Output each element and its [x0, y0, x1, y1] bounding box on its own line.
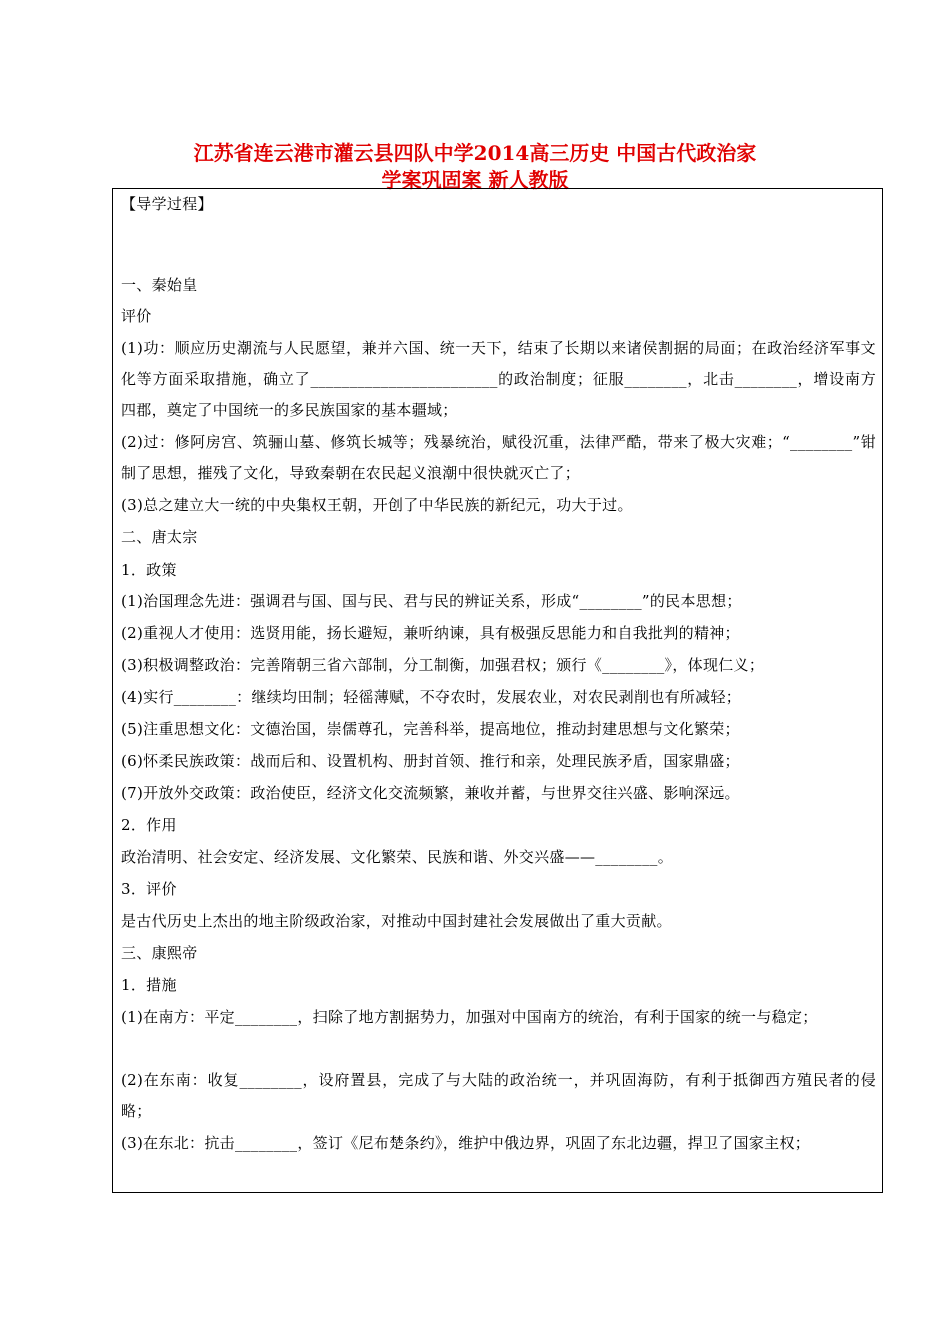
section-2-item: (2)重视人才使用：选贤用能，扬长避短，兼听纳谏，具有极强反思能力和自我批判的精神；	[121, 624, 740, 642]
document-title-line2: 学案巩固案 新人教版	[381, 168, 569, 192]
section-2-item: (1)治国理念先进：强调君与国、国与民、君与民的辨证关系，形成“________”的民本思想；	[121, 592, 742, 610]
section-2-item: (5)注重思想文化：文德治国，崇儒尊孔，完善科举，提高地位，推动封建思想与文化繁荣；	[121, 720, 740, 738]
section-2-heading-eval: 3．评价	[121, 880, 177, 898]
section-1-eval-label: 评价	[121, 307, 152, 325]
section-2-title: 二、唐太宗	[121, 528, 198, 546]
section-1-merit: (1)功：顺应历史潮流与人民愿望，兼并六国、统一天下，结束了长期以来诸侯割据的局面；在政治经济军事文化等方面采取措施，确立了________________________的政治制度；征服________，北击________，增设南方四郡，奠定了中国统一的多民族国家的基本疆域；	[121, 339, 876, 419]
section-2-eval: 是古代历史上杰出的地主阶级政治家，对推动中国封建社会发展做出了重大贡献。	[121, 912, 672, 930]
document-title-line1: 江苏省连云港市灌云县四队中学2014高三历史 中国古代政治家	[193, 141, 757, 165]
section-2-item: (7)开放外交政策：政治使臣，经济文化交流频繁，兼收并蓄，与世界交往兴盛、影响深远。	[121, 784, 740, 802]
section-1-title: 一、秦始皇	[121, 276, 198, 294]
section-2-heading-policy: 1．政策	[121, 561, 177, 579]
section-2-effect: 政治清明、社会安定、经济发展、文化繁荣、民族和谐、外交兴盛——________。	[121, 848, 674, 866]
section-2-item: (6)怀柔民族政策：战而后和、设置机构、册封首领、推行和亲，处理民族矛盾，国家鼎盛；	[121, 752, 740, 770]
section-2-item: (3)积极调整政治：完善隋朝三省六部制，分工制衡，加强君权；颁行《________》，体现仁义；	[121, 656, 765, 674]
section-header: 【导学过程】	[121, 195, 213, 213]
content-box	[112, 188, 883, 1193]
section-2-item: (4)实行________：继续均田制；轻徭薄赋，不夺农时，发展农业，对农民剥削也有所减轻；	[121, 688, 742, 706]
section-3-item: (3)在东北：抗击________，签订《尼布楚条约》，维护中俄边界，巩固了东北边疆，捍卫了国家主权；	[121, 1134, 811, 1152]
section-3-title: 三、康熙帝	[121, 944, 198, 962]
section-3-heading-measures: 1．措施	[121, 976, 177, 994]
section-1-summary: (3)总之建立大一统的中央集权王朝，开创了中华民族的新纪元，功大于过。	[121, 496, 633, 514]
section-2-heading-effect: 2．作用	[121, 816, 177, 834]
section-3-item: (2)在东南：收复________，设府置县，完成了与大陆的政治统一，并巩固海防，有利于抵御西方殖民者的侵略；	[121, 1071, 876, 1120]
section-3-item: (1)在南方：平定________，扫除了地方割据势力，加强对中国南方的统治，有利于国家的统一与稳定；	[121, 1008, 818, 1026]
section-1-fault: (2)过：修阿房宫、筑骊山墓、修筑长城等；残暴统治，赋役沉重，法律严酷，带来了极大灾难；“________”钳制了思想，摧残了文化，导致秦朝在农民起义浪潮中很快就灭亡了；	[121, 433, 876, 482]
